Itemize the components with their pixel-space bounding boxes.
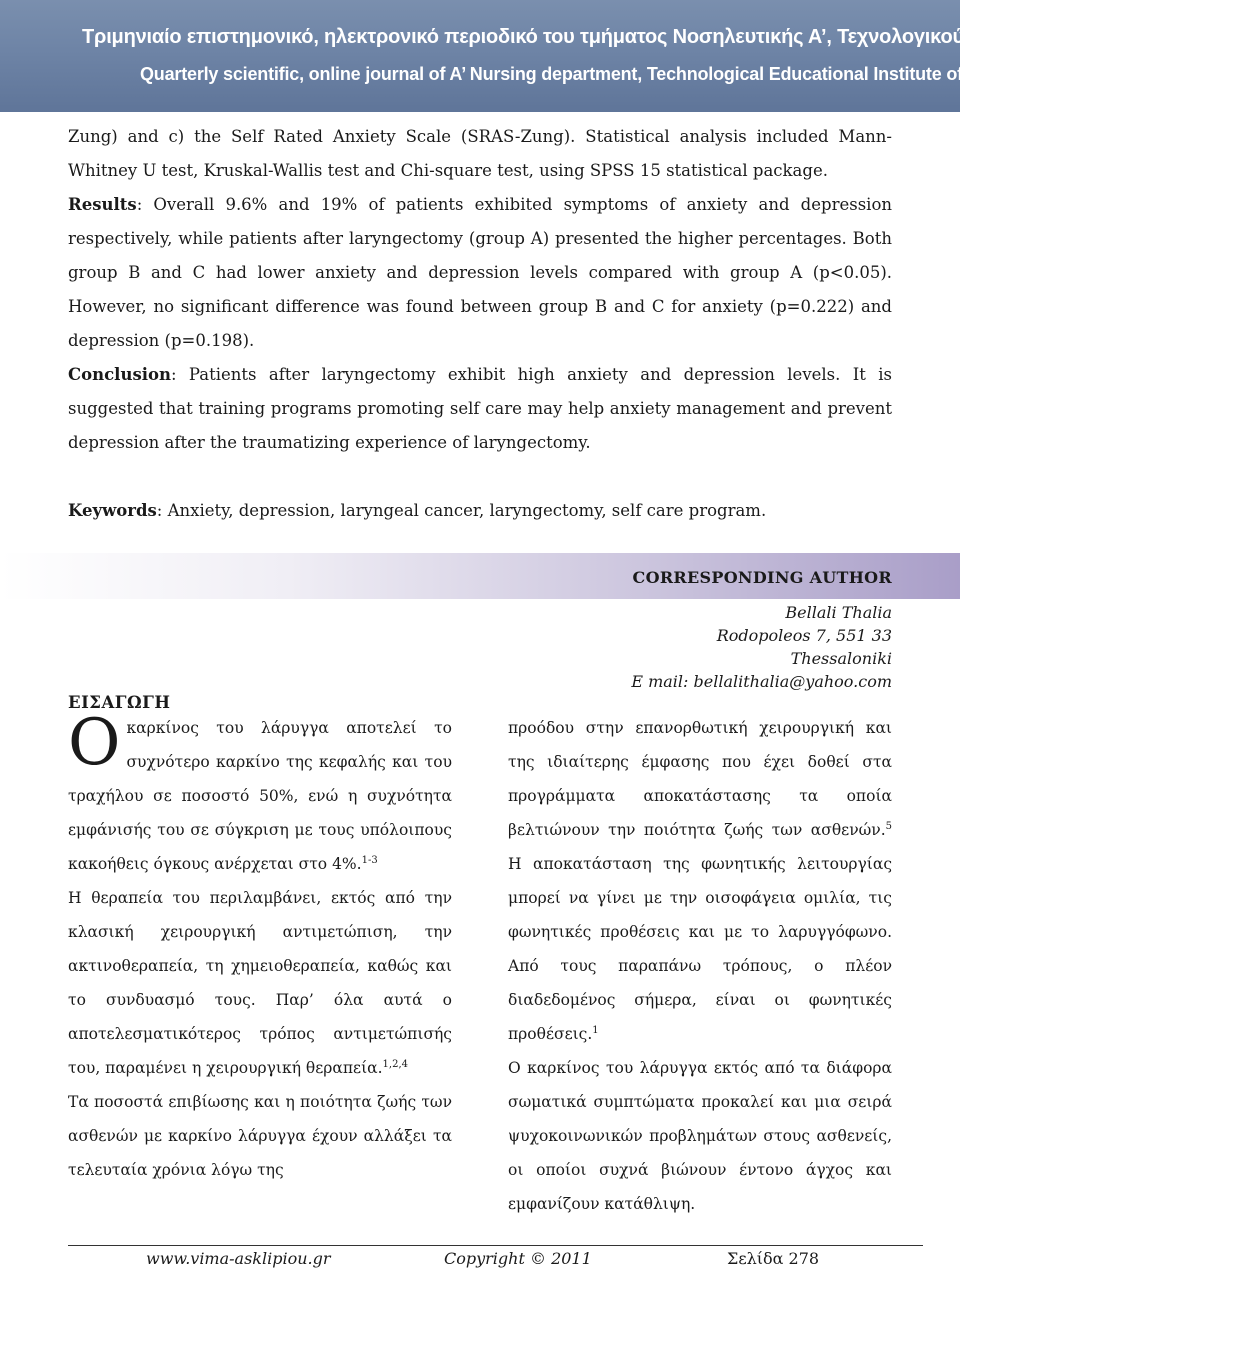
keywords-text: : Anxiety, depression, laryngeal cancer, laryngectomy, self care program. bbox=[156, 501, 767, 520]
drop-cap: Ο bbox=[68, 706, 121, 780]
author-city: Thessaloniki bbox=[790, 649, 892, 668]
intro-p1-text: καρκίνος του λάρυγγα αποτελεί το συχνότερο καρκίνο της κεφαλής και του τραχήλου σε ποσοστό 50%, ενώ η συχνότητα εμφάνισής του σε σύγκριση με τους υπόλοιπους κακοήθεις όγκους ανέρχεται στο 4%. bbox=[68, 719, 452, 873]
citation: 1-3 bbox=[361, 854, 378, 866]
citation: 5 bbox=[885, 820, 892, 832]
citation: 1,2,4 bbox=[382, 1058, 408, 1070]
intro-paragraph-5: Ο καρκίνος του λάρυγγα εκτός από τα διάφορα σωματικά συμπτώματα προκαλεί και μια σειρά ψυχοκοινωνικών προβλημάτων στους ασθενείς, οι οποίοι συχνά βιώνουν έντονο άγχος και εμφανίζουν κατάθλιψη. bbox=[508, 1059, 892, 1213]
right-column bbox=[508, 711, 892, 1221]
footer-website-link[interactable]: www.vima-asklipiou.gr bbox=[146, 1249, 331, 1268]
abstract-continuation: Zung) and c) the Self Rated Anxiety Scale (SRAS-Zung). Statistical analysis included Mann-Whitney U test, Kruskal-Wallis test and Chi-square test, using SPSS 15 statistical package. bbox=[68, 127, 892, 180]
intro-paragraph-2 bbox=[68, 881, 452, 1085]
footer-page-number: Σελίδα 278 bbox=[727, 1249, 820, 1268]
journal-header bbox=[0, 0, 1256, 112]
abstract-results bbox=[68, 188, 892, 358]
author-address: Rodopoleos 7, 551 33 bbox=[716, 626, 892, 645]
section-title-introduction: ΕΙΣΑΓΩΓΗ bbox=[68, 693, 171, 712]
author-email: E mail: bellalithalia@yahoo.com bbox=[631, 672, 892, 691]
journal-greek-title: Τριμηνιαίο επιστημονικό, ηλεκτρονικό περιοδικό του τμήματος Νοσηλευτικής Α’, Τεχνολογικού Εκπαιδευτικού Ιδρυμα Αθηνών bbox=[82, 26, 1256, 48]
footer-copyright: Copyright © 2011 bbox=[444, 1249, 592, 1268]
corresponding-author-info bbox=[631, 601, 892, 693]
keywords-label: Keywords bbox=[68, 501, 157, 520]
citation: 1 bbox=[592, 1024, 599, 1036]
intro-paragraph-4 bbox=[508, 711, 892, 1051]
intro-r1-text: προόδου στην επανορθωτική χειρουργική και της ιδιαίτερης έμφασης που έχει δοθεί στα προγράμματα αποκατάστασης τα οποία βελτιώνουν την ποιότητα ζωής των ασθενών. bbox=[508, 719, 892, 839]
journal-english-title: Quarterly scientific, online journal of A’ Nursing department, Technological Educational Institute of Athens bbox=[140, 64, 1027, 84]
intro-paragraph-3: Τα ποσοστά επιβίωσης και η ποιότητα ζωής των ασθενών με καρκίνο λάρυγγα έχουν αλλάξει τα τελευταία χρόνια λόγω της bbox=[68, 1093, 452, 1179]
footer-divider bbox=[68, 1245, 923, 1246]
conclusion-text: : Patients after laryngectomy exhibit high anxiety and depression levels. It is suggested that training programs promoting self care may help anxiety management and prevent depression after the traumatizing experience of laryngectomy. bbox=[68, 365, 892, 452]
left-column bbox=[68, 706, 452, 1187]
abstract-conclusion bbox=[68, 358, 892, 460]
abstract-keywords bbox=[68, 494, 892, 528]
results-text: : Overall 9.6% and 19% of patients exhibited symptoms of anxiety and depression respectively, while patients after laryngectomy (group A) presented the higher percentages. Both group B and C had lower anxiety and depression levels compared with group A (p<0.05). However, no significant difference was found between group B and C for anxiety (p=0.222) and depression (p=0.198). bbox=[68, 195, 892, 350]
results-label: Results bbox=[68, 195, 137, 214]
intro-r2-text: Η αποκατάσταση της φωνητικής λειτουργίας μπορεί να γίνει με την οισοφάγεια ομιλία, τις φωνητικές προθέσεις και με το λαρυγγόφωνο. Από τους παραπάνω τρόπους, ο πλέον διαδεδομένος σήμερα, είναι οι φωνητικές προθέσεις. bbox=[508, 855, 892, 1043]
intro-paragraph-1 bbox=[68, 706, 452, 881]
corresponding-author-heading: CORRESPONDING AUTHOR bbox=[632, 568, 892, 587]
author-name: Bellali Thalia bbox=[785, 603, 892, 622]
conclusion-label: Conclusion bbox=[68, 365, 172, 384]
intro-p2-text: Η θεραπεία του περιλαμβάνει, εκτός από την κλασική χειρουργική αντιμετώπιση, την ακτινοθεραπεία, τη χημειοθεραπεία, καθώς και το συνδυασμό τους. Παρ’ όλα αυτά ο αποτελεσματικότερος τρόπος αντιμετώπισής του, παραμένει η χειρουργική θεραπεία. bbox=[68, 889, 452, 1077]
